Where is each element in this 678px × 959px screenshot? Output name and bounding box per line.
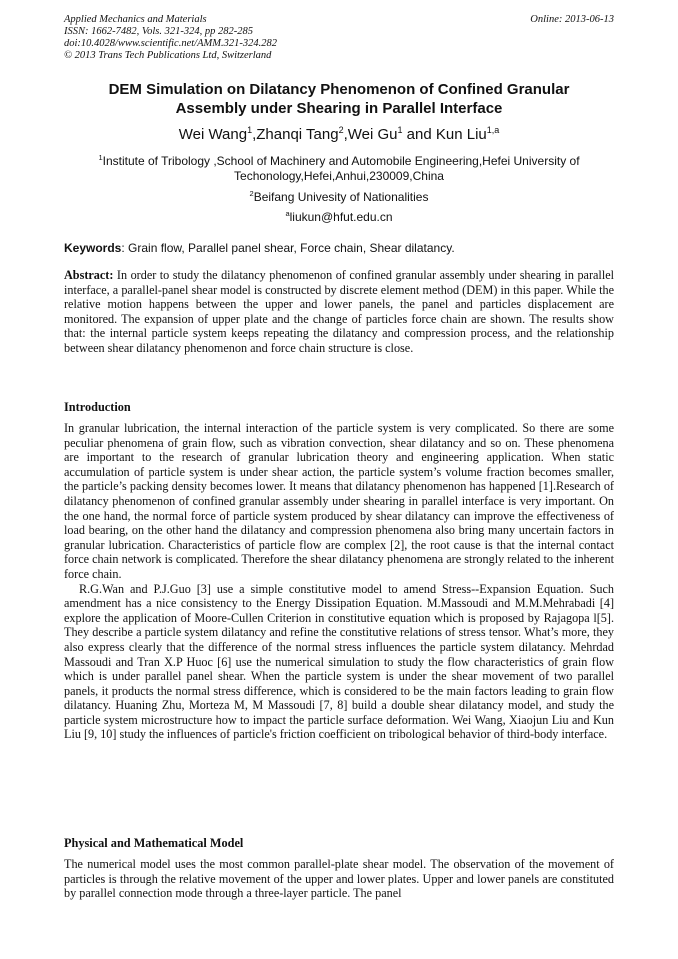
affiliation-1-line-1: Institute of Tribology ,School of Machinery and Automobile Engineering,Hefei University of — [102, 154, 580, 168]
abstract-label: Abstract: — [64, 268, 114, 282]
author-separator: , — [343, 126, 348, 143]
journal-header — [64, 14, 614, 62]
journal-name: Applied Mechanics and Materials — [64, 14, 207, 25]
author-affil-mark: 1 — [397, 125, 403, 135]
journal-issn: ISSN: 1662-7482, Vols. 321-324, pp 282-285 — [64, 26, 253, 37]
author-affil-mark: 1 — [247, 125, 253, 135]
keywords-text: : Grain flow, Parallel panel shear, Force chain, Shear dilatancy. — [121, 241, 455, 255]
affiliation-2 — [64, 186, 614, 205]
introduction-heading: Introduction — [64, 400, 131, 414]
introduction-paragraph-1: In granular lubrication, the internal interaction of the particle system is very complicated. So there are some peculiar phenomena of grain flow, such as vibration convection, shear dilatancy and so on. These phenomena are important to the research of granular lubrication theory and engineering application. When static accumulation of particle system is under shear action, the particle system’s volume fraction becomes smaller, the particle’s packing density becomes lower. It means that dilatancy phenomenon has happened [1].Research of dilatancy phenomenon of confined granular assembly under shearing in parallel interface is very important. On the one hand, the normal force of particle system produced by shear dilatancy can improve the effectiveness of load bearing, on the other hand the dilatancy and compression phenomena also bring many uncertain factors in granular lubrication. Characteristics of particle flow are complex [2], the root cause is that the internal contact force chain network is complicated. Therefore the shear dilatancy phenomena are strongly related to the inherent force chain. — [64, 421, 614, 581]
email-link[interactable]: liukun@hfut.edu.cn — [289, 210, 393, 224]
paper-title — [64, 80, 614, 118]
title-line-2: Assembly under Shearing in Parallel Interface — [175, 100, 503, 117]
author-list — [64, 121, 614, 144]
model-paragraph-1: The numerical model uses the most common parallel-plate shear model. The observation of the movement of particles is through the relative movement of the upper and lower plates. Upper and lower panels are constituted by parallel connection mode through a three-layer particle. The panel — [64, 857, 614, 901]
keywords-label: Keywords — [64, 241, 122, 255]
affiliation-2-text: Beifang Univesity of Nationalities — [253, 190, 429, 204]
author-separator: , — [252, 126, 257, 143]
affiliation-1-line-2: Techonology,Hefei,Anhui,230009,China — [234, 169, 444, 183]
journal-doi[interactable]: doi:10.4028/www.scientific.net/AMM.321-324.282 — [64, 38, 277, 49]
online-date: Online: 2013-06-13 — [530, 14, 614, 25]
abstract-text: In order to study the dilatancy phenomenon of confined granular assembly under shearing in parallel interface, a parallel-panel shear model is constructed by discrete element method (DEM) in this paper. While the relative motion happens between the upper and lower panels, the panel and particles displacement are monitored. The expansion of upper plate and the change of particles force chain are shown. The results show that: the internal particle system keeps repeating the dilatancy and compression process, and the relationship between shear dilatancy phenomenon and force chain structure is close. — [64, 268, 614, 355]
introduction-body — [64, 421, 614, 742]
abstract — [64, 268, 614, 356]
affiliation-1-mark: 1 — [98, 153, 103, 162]
affiliation-2-mark: 2 — [249, 189, 254, 198]
email-mark: a — [285, 209, 290, 218]
author-affil-mark: 1,a — [486, 125, 500, 135]
keywords — [64, 241, 614, 256]
affiliation-1 — [64, 150, 614, 184]
model-heading: Physical and Mathematical Model — [64, 836, 244, 850]
author-name: Wei Gu — [347, 126, 398, 143]
introduction-paragraph-2: R.G.Wan and P.J.Guo [3] use a simple constitutive model to amend Stress--Expansion Equation. Such amendment has a nice consistency to the Energy Dissipation Equation. M.Massoudi and M.M.Mehrabadi [4] explore the application of Moore-Cullen Criterion in constitutive equation which is proposed by Rajagopa l[5]. They describe a particle system dilatancy and refine the constitutive relations of stress tensor. What’s more, they also express clearly that the difference of the normal stress influences the particle system dilatancy. Mehrdad Massoudi and Tran X.P Huoc [6] use the numerical simulation to study the flow characteristics of grain flow which is under parallel panel shear. When the particle system is under the shear movement of two parallel panels, it products the normal stress difference, which is considered to be the main factors leading to grain flow dilatancy. Huaning Zhu, Morteza M, M Massoudi [7, 8] build a double shear dilatancy model, and study the particle system microstructure how to impact the particle surface deformation. Wei Wang, Xiaojun Liu and Kun Liu [9, 10] study the influences of particle's friction coefficient on tribological behavior of third-body interface. — [64, 581, 614, 742]
title-line-1: DEM Simulation on Dilatancy Phenomenon of Confined Granular — [108, 81, 570, 98]
author-email — [64, 206, 614, 225]
author-name: Zhanqi Tang — [256, 126, 339, 143]
author-name: Kun Liu — [435, 126, 487, 143]
author-affil-mark: 2 — [338, 125, 344, 135]
author-separator: and — [402, 126, 436, 143]
journal-copyright: © 2013 Trans Tech Publications Ltd, Switzerland — [64, 50, 272, 61]
author-name: Wei Wang — [178, 126, 248, 143]
